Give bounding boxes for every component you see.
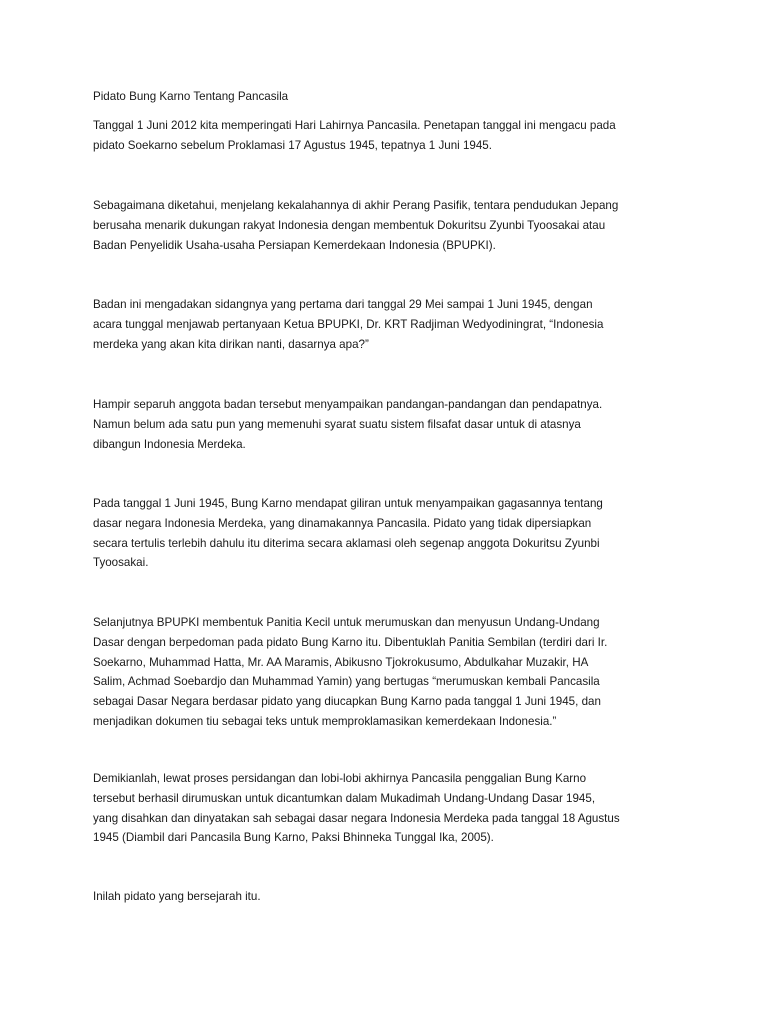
paragraph-line: Soekarno, Muhammad Hatta, Mr. AA Maramis, Abikusno Tjokrokusumo, Abdulkahar Muzakir, HA [93, 655, 589, 669]
paragraph-5 [93, 494, 603, 573]
document-title: Pidato Bung Karno Tentang Pancasila [93, 90, 289, 103]
paragraph-line: pidato Soekarno sebelum Proklamasi 17 Agustus 1945, tepatnya 1 Juni 1945. [93, 138, 492, 152]
paragraph-line: Inilah pidato yang bersejarah itu. [93, 890, 261, 903]
paragraph-line: Dasar dengan berpedoman pada pidato Bung Karno itu. Dibentuklah Panitia Sembilan (terdiri dari Ir. [93, 635, 608, 649]
paragraph-line: Sebagaimana diketahui, menjelang kekalahannya di akhir Perang Pasifik, tentara pendudukan Jepang [93, 199, 619, 212]
paragraph-line: Tanggal 1 Juni 2012 kita memperingati Hari Lahirnya Pancasila. Penetapan tanggal ini mengacu pada [93, 119, 616, 132]
paragraph-line: Badan Penyelidik Usaha-usaha Persiapan Kemerdekaan Indonesia (BPUPKI). [93, 238, 496, 252]
paragraph-line: merdeka yang akan kita dirikan nanti, dasarnya apa?” [93, 337, 369, 351]
paragraph-line: Demikianlah, lewat proses persidangan dan lobi-lobi akhirnya Pancasila penggalian Bung Karno [93, 772, 587, 785]
paragraph-line: Tyoosakai. [93, 556, 149, 570]
paragraph-line: menjadikan dokumen tiu sebagai teks untuk memproklamasikan kemerdekaan Indonesia.” [93, 714, 557, 728]
paragraph-line: Namun belum ada satu pun yang memenuhi syarat suatu sistem filsafat dasar untuk di atasnya [93, 417, 581, 431]
paragraph-4 [93, 395, 602, 454]
paragraph-line: tersebut berhasil dirumuskan untuk dicantumkan dalam Mukadimah Undang-Undang Dasar 1945, [93, 791, 596, 805]
paragraph-line: Pada tanggal 1 Juni 1945, Bung Karno mendapat giliran untuk menyampaikan gagasannya tentang [93, 497, 603, 510]
paragraph-line: 1945 (Diambil dari Pancasila Bung Karno, Paksi Bhinneka Tunggal Ika, 2005). [93, 831, 494, 845]
paragraph-line: Badan ini mengadakan sidangnya yang pertama dari tanggal 29 Mei sampai 1 Juni 1945, dengan [93, 298, 593, 311]
paragraph-line: Salim, Achmad Soebardjo dan Muhammad Yamin) yang bertugas “merumuskan kembali Pancasila [93, 675, 600, 689]
paragraph-line: Selanjutnya BPUPKI membentuk Panitia Kecil untuk merumuskan dan menyusun Undang-Undang [93, 616, 600, 629]
paragraph-line: secara tertulis terlebih dahulu itu diterima secara aklamasi oleh segenap anggota Dokuritsu Zyunbi [93, 536, 600, 550]
paragraph-line: sebagai Dasar Negara berdasar pidato yang diucapkan Bung Karno pada tanggal 1 Juni 1945, dan [93, 695, 601, 709]
paragraph-6 [93, 613, 607, 732]
paragraph-line: acara tunggal menjawab pertanyaan Ketua BPUPKI, Dr. KRT Radjiman Wedyodiningrat, “Indonesia [93, 317, 604, 331]
paragraph-line: Hampir separuh anggota badan tersebut menyampaikan pandangan-pandangan dan pendapatnya. [93, 398, 603, 411]
paragraph-line: berusaha menarik dukungan rakyat Indonesia dengan membentuk Dokuritsu Zyunbi Tyoosakai atau [93, 218, 606, 232]
paragraph-line: dibangun Indonesia Merdeka. [93, 437, 246, 451]
paragraph-1 [93, 116, 616, 156]
paragraph-line: dasar negara Indonesia Merdeka, yang dinamakannya Pancasila. Pidato yang tidak dipersiapkan [93, 516, 592, 530]
paragraph-2 [93, 196, 618, 255]
paragraph-3 [93, 295, 603, 354]
paragraph-line: yang disahkan dan dinyatakan sah sebagai dasar negara Indonesia Merdeka pada tanggal 18 Agustus [93, 811, 620, 825]
paragraph-7 [93, 769, 620, 848]
paragraph-8 [93, 887, 261, 907]
